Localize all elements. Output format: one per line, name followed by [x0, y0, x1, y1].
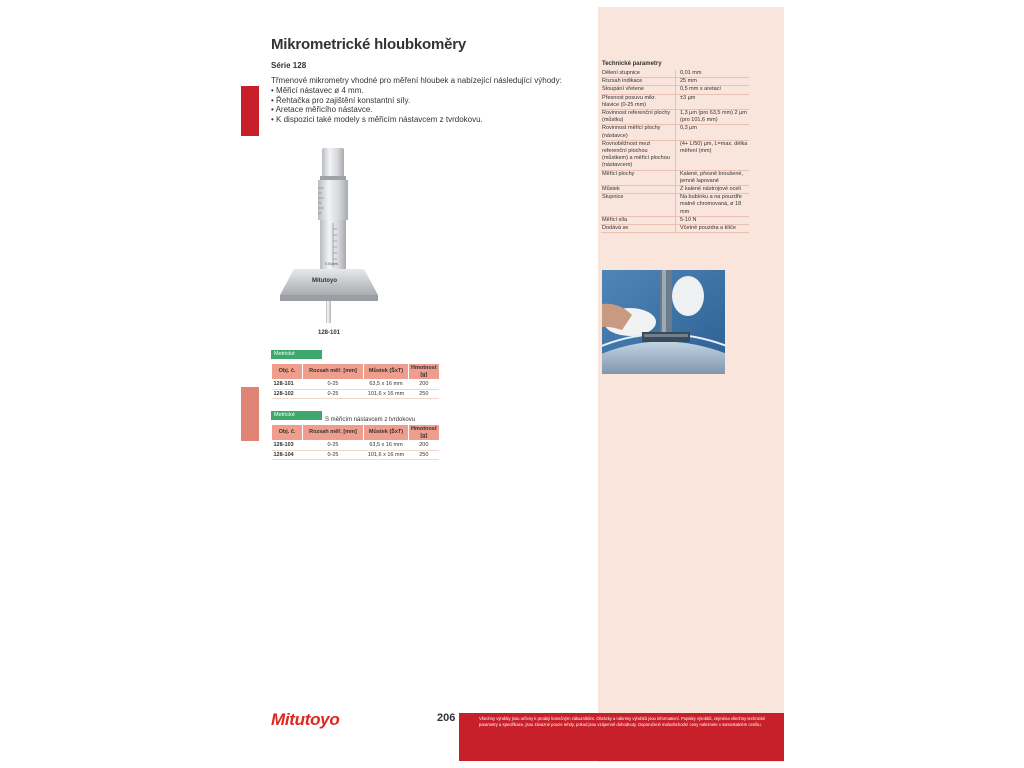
page-number: 206: [437, 712, 456, 724]
metric-tag: Metrické: [271, 350, 322, 359]
carbide-table: [271, 424, 440, 460]
page-title: Mikrometrické hloubkoměry: [271, 36, 467, 53]
col-header: Obj. č.: [272, 425, 303, 441]
usage-photo: [602, 270, 725, 374]
col-header: Hmotnost [g]: [409, 425, 440, 441]
feature-item: • Měřicí nástavec ø 4 mm.: [271, 86, 483, 96]
product-caption: 128-101: [318, 330, 341, 336]
carbide-note: S měřicím nástavcem z tvrdokovu: [325, 417, 416, 423]
metric-tag: Metrické: [271, 411, 322, 420]
param-row: Rovnoběžnost mezi referenční plochou (můstkem) a měřicí plochou (nástavcem) (4+ L/50) µm, L=max. délka měření (mm): [602, 140, 748, 169]
feature-item: • K dispozici také modely s měřicím nástavcem z tvrdokovu.: [271, 115, 483, 125]
param-row: Přesnost posuvu mikr. hlavice (0-25 mm) ±3 µm: [601, 94, 749, 109]
col-header: Můstek (ŠxT): [364, 425, 409, 441]
param-row: Dělení stupnice 0,01 mm: [601, 70, 749, 78]
col-header: Obj. č.: [272, 364, 303, 380]
table-row: 128-102 0-25 101,6 x 16 mm 250: [272, 389, 440, 399]
section-marker-salmon: [241, 387, 259, 441]
feature-list: [271, 86, 483, 124]
carbide-table-block: [271, 411, 440, 460]
series-label: Série 128: [271, 61, 307, 70]
metric-table: [271, 363, 440, 399]
col-header: Rozsah měř. [mm]: [303, 425, 364, 441]
table-row: 128-104 0-25 101,6 x 16 mm 250: [272, 450, 440, 460]
param-row: Stupnice Na bubínku a na pouzdře matně chromovaná, ø 18 mm: [601, 194, 749, 217]
footer-disclaimer: Všechny výrobky jsou určeny k prodeji konečným zákazníkům. Obrázky a nákresy výrobků jsou informativní. Popisky výrobků, zejména všechny technické parametry a specifikace, jsou závazné pouze tehdy, pokud jsou vzájemně dohodnuty. Doporučené maloobchodní ceny naleznete v samostatném ceníku.: [479, 716, 766, 727]
param-row: Můstek Z kalené nástrojové oceli: [601, 186, 749, 194]
feature-item: • Řehtačka pro zajištění konstantní síly.: [271, 96, 483, 106]
col-header: Hmotnost [g]: [409, 364, 440, 380]
params-table: [601, 70, 749, 233]
col-header: Můstek (ŠxT): [364, 364, 409, 380]
param-row: Rovinnost měřicí plochy (nástavce) 0,3 µm: [601, 125, 749, 140]
param-row: Měřicí plochy Kalené, přesně broušené, jemně lapované: [601, 170, 749, 185]
param-row: Stoupání vřetene 0,5 mm s aretací: [601, 86, 749, 94]
intro-text: Třmenové mikrometry vhodné pro měření hloubek a nabízející následující výhody:: [271, 76, 562, 85]
brand-logo: Mitutoyo: [271, 710, 340, 729]
feature-item: • Aretace měřicího nástavce.: [271, 105, 483, 115]
params-title: Technické parametry: [602, 61, 662, 67]
param-row: Dodává se Včetně pouzdra a klíče: [601, 225, 749, 233]
product-engraving: 0.01mm: [325, 262, 338, 266]
metric-table-block: [271, 350, 440, 399]
section-marker-red: [241, 86, 259, 136]
table-row: 128-101 0-25 63,5 x 16 mm 200: [272, 380, 440, 390]
table-row: 128-103 0-25 63,5 x 16 mm 200: [272, 441, 440, 451]
param-row: Rozsah indikace 25 mm: [601, 78, 749, 86]
param-row: Měřicí síla 5-10 N: [601, 216, 749, 224]
product-image: [276, 143, 381, 328]
col-header: Rozsah měř. [mm]: [303, 364, 364, 380]
param-row: Rovinnost referenční plochy (můstku) 1,3 µm (pro 63,5 mm) 2 µm (pro 101,6 mm): [601, 110, 749, 125]
product-brand-engraving: Mitutoyo: [312, 278, 337, 284]
